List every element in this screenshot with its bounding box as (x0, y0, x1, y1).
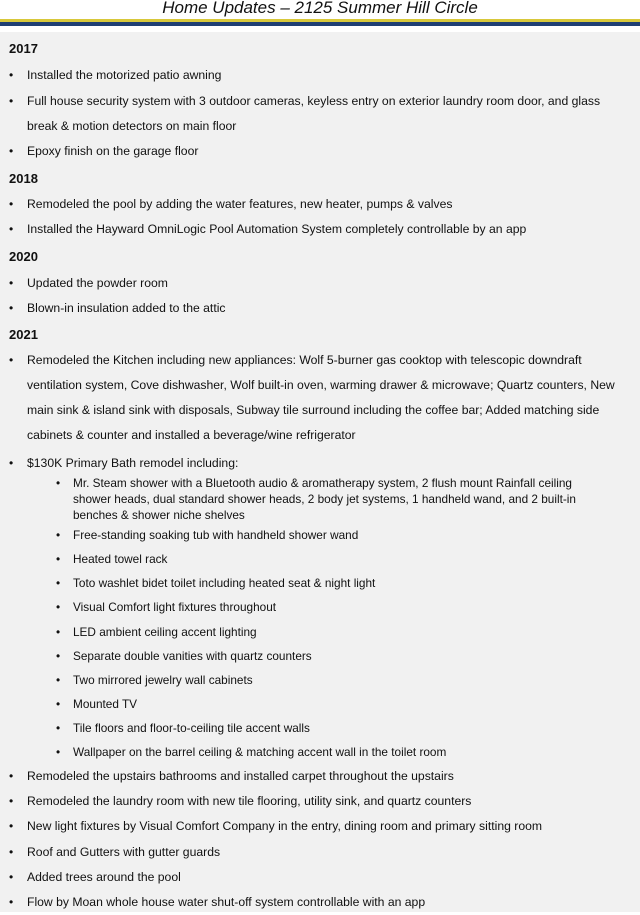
sub-list-item-text: Free-standing soaking tub with handheld shower wand (73, 528, 359, 542)
bullet-icon: • (9, 94, 14, 108)
year-heading-2018: 2018 (9, 171, 38, 186)
sub-list-item (56, 672, 613, 688)
bullet-icon: • (56, 476, 61, 490)
list-item-text: New light fixtures by Visual Comfort Company in the entry, dining room and primary sitting room (27, 819, 543, 833)
sub-list-item-text: Wallpaper on the barrel ceiling & matching accent wall in the toilet room (73, 745, 447, 759)
list-item (9, 63, 627, 88)
sub-list-item (56, 744, 613, 760)
sub-list-item (56, 551, 613, 567)
bullet-icon: • (56, 625, 61, 639)
list-item-text: Updated the powder room (27, 276, 168, 290)
list-item-text: Installed the motorized patio awning (27, 68, 222, 82)
list-item (9, 865, 627, 890)
list-item (9, 789, 627, 814)
sub-list-item-text: Toto washlet bidet toilet including heated seat & night light (73, 576, 376, 590)
bullet-icon: • (56, 745, 61, 759)
header-rule-blue (0, 22, 640, 26)
sub-list-item (56, 475, 613, 523)
bullet-icon: • (9, 819, 14, 833)
bullet-icon: • (9, 222, 14, 236)
list-item (9, 89, 627, 139)
list-item-text: $130K Primary Bath remodel including: (27, 456, 239, 470)
sub-list-item-text: Two mirrored jewelry wall cabinets (73, 673, 253, 687)
sub-list-item (56, 696, 613, 712)
bullet-icon: • (56, 552, 61, 566)
list-item-text: Epoxy finish on the garage floor (27, 144, 199, 158)
year-heading-2020: 2020 (9, 249, 38, 264)
list-item (9, 139, 627, 164)
sub-list-item-text: LED ambient ceiling accent lighting (73, 625, 257, 639)
list-item-text: Added trees around the pool (27, 870, 181, 884)
list-item (9, 192, 627, 217)
bullet-icon: • (9, 144, 14, 158)
bullet-icon: • (9, 456, 14, 470)
list-item-bath-remodel (9, 451, 627, 476)
sub-list-item-text: Tile floors and floor-to-ceiling tile accent walls (73, 721, 310, 735)
sub-list-item (56, 527, 613, 543)
bullet-icon: • (9, 845, 14, 859)
list-item (9, 217, 627, 242)
sub-list-item-text: Mr. Steam shower with a Bluetooth audio & aromatherapy system, 2 flush mount Rainfall ceiling shower heads, dual standard shower heads, 2 body jet systems, 1 handheld wand, and 2 built-in benches & shower niche shelves (73, 476, 576, 522)
list-item (9, 348, 619, 448)
sub-list-item (56, 648, 613, 664)
bullet-icon: • (9, 301, 14, 315)
list-item-text: Installed the Hayward OmniLogic Pool Automation System completely controllable by an app (27, 222, 527, 236)
bullet-icon: • (9, 794, 14, 808)
list-item (9, 890, 627, 915)
bullet-icon: • (56, 528, 61, 542)
year-heading-2017: 2017 (9, 41, 38, 56)
bullet-icon: • (56, 673, 61, 687)
list-item (9, 271, 627, 296)
sub-list-item-text: Separate double vanities with quartz counters (73, 649, 312, 663)
list-item-text: Roof and Gutters with gutter guards (27, 845, 221, 859)
page-title: Home Updates – 2125 Summer Hill Circle (162, 0, 478, 17)
bullet-icon: • (9, 870, 14, 884)
bullet-icon: • (9, 68, 14, 82)
list-item (9, 840, 627, 865)
list-item-text: Remodeled the laundry room with new tile flooring, utility sink, and quartz counters (27, 794, 472, 808)
bullet-icon: • (9, 769, 14, 783)
bullet-icon: • (9, 353, 14, 367)
bullet-icon: • (9, 276, 14, 290)
bullet-icon: • (56, 600, 61, 614)
list-item (9, 296, 627, 321)
sub-list-item (56, 624, 613, 640)
bullet-icon: • (9, 895, 14, 909)
bullet-icon: • (56, 576, 61, 590)
bullet-icon: • (56, 649, 61, 663)
list-item (9, 814, 627, 839)
sub-list-item (56, 575, 613, 591)
sub-list-item (56, 599, 613, 615)
year-heading-2021: 2021 (9, 327, 38, 342)
updates-panel (0, 32, 640, 912)
list-item-text: Remodeled the Kitchen including new appliances: Wolf 5-burner gas cooktop with telescopic downdraft ventilation system, Cove dishwasher, Wolf built-in oven, warming drawer & microwave; Quartz counters, New main sink & island sink with disposals, Subway tile surround including the coffee bar; Added matching side cabinets & counter and installed a beverage/wine refrigerator (27, 353, 615, 442)
list-item-text: Full house security system with 3 outdoor cameras, keyless entry on exterior laundry room door, and glass break & motion detectors on main floor (27, 94, 601, 133)
bullet-icon: • (56, 697, 61, 711)
list-item-text: Remodeled the upstairs bathrooms and installed carpet throughout the upstairs (27, 769, 454, 783)
sub-list-item-text: Mounted TV (73, 697, 138, 711)
bullet-icon: • (56, 721, 61, 735)
list-item (9, 764, 627, 789)
list-item-text: Flow by Moan whole house water shut-off system controllable with an app (27, 895, 426, 909)
list-item-text: Remodeled the pool by adding the water features, new heater, pumps & valves (27, 197, 453, 211)
bullet-icon: • (9, 197, 14, 211)
sub-list-item-text: Visual Comfort light fixtures throughout (73, 600, 277, 614)
list-item-text: Blown-in insulation added to the attic (27, 301, 226, 315)
sub-list-item (56, 720, 613, 736)
sub-list-item-text: Heated towel rack (73, 552, 168, 566)
